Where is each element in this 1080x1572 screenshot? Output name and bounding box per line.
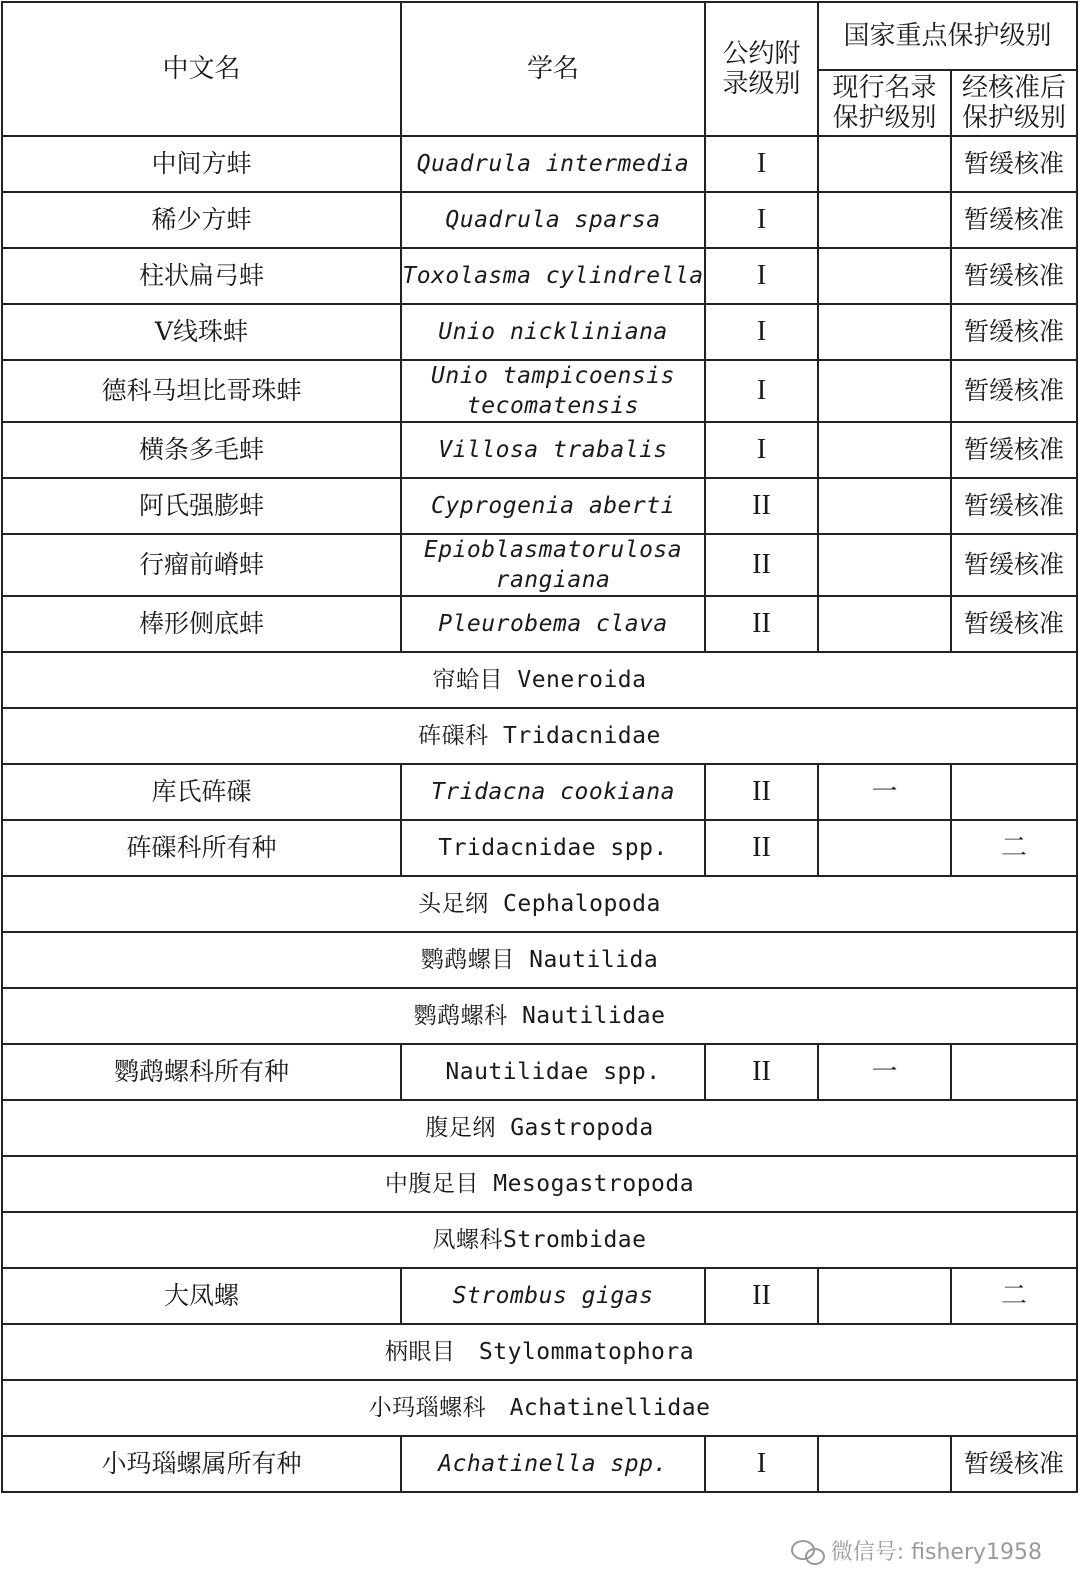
cites-appendix-cell: II (705, 1044, 818, 1100)
cites-appendix-cell: II (705, 478, 818, 534)
table-row (2, 596, 1077, 652)
chinese-name-cell: 阿氏强膨蚌 (2, 478, 401, 534)
table-row (2, 304, 1077, 360)
current-level-cell (818, 360, 951, 422)
current-level-cell (818, 1436, 951, 1492)
approved-level-cell (951, 764, 1077, 820)
scientific-name-cell: Quadrula intermedia (401, 136, 705, 192)
header-approved-level (951, 70, 1077, 136)
chinese-name-cell: 小玛瑙螺属所有种 (2, 1436, 401, 1492)
cites-appendix-cell: II (705, 764, 818, 820)
table-row (2, 1268, 1077, 1324)
taxon-group-row (2, 652, 1077, 708)
cites-appendix-cell: I (705, 422, 818, 478)
watermark (791, 1535, 1042, 1566)
approved-level-cell: 暂缓核准 (951, 136, 1077, 192)
header-cites-appendix (705, 2, 818, 136)
cites-appendix-cell: I (705, 304, 818, 360)
table-row (2, 422, 1077, 478)
taxon-group-label: 腹足纲 Gastropoda (2, 1100, 1077, 1156)
cites-appendix-cell: I (705, 136, 818, 192)
taxon-group-row (2, 1100, 1077, 1156)
current-level-cell (818, 478, 951, 534)
taxon-group-row (2, 1324, 1077, 1380)
approved-level-cell: 暂缓核准 (951, 422, 1077, 478)
table-row (2, 478, 1077, 534)
approved-level-cell: 暂缓核准 (951, 534, 1077, 596)
approved-level-cell: 二 (951, 820, 1077, 876)
table-row (2, 192, 1077, 248)
scientific-name-cell: Villosa trabalis (401, 422, 705, 478)
cites-appendix-cell: I (705, 360, 818, 422)
approved-level-cell: 暂缓核准 (951, 248, 1077, 304)
current-level-cell: 一 (818, 1044, 951, 1100)
species-protection-table (1, 1, 1078, 1493)
table-row (2, 136, 1077, 192)
scientific-name-cell: Achatinella spp. (401, 1436, 705, 1492)
chinese-name-cell: V线珠蚌 (2, 304, 401, 360)
table-row (2, 1436, 1077, 1492)
current-level-cell (818, 248, 951, 304)
taxon-group-label: 中腹足目 Mesogastropoda (2, 1156, 1077, 1212)
header-cites-appendix-text: 公约附录级别 (722, 39, 801, 99)
watermark-text: 微信号: fishery1958 (830, 1540, 1042, 1565)
scientific-name-cell: Quadrula sparsa (401, 192, 705, 248)
taxon-group-label: 凤螺科Strombidae (2, 1212, 1077, 1268)
chinese-name-cell: 砗磲科所有种 (2, 820, 401, 876)
cites-appendix-cell: II (705, 534, 818, 596)
taxon-group-label: 帘蛤目 Veneroida (2, 652, 1077, 708)
chinese-name-cell: 稀少方蚌 (2, 192, 401, 248)
taxon-group-row (2, 1380, 1077, 1436)
table-row (2, 534, 1077, 596)
taxon-group-label: 头足纲 Cephalopoda (2, 876, 1077, 932)
current-level-cell (818, 820, 951, 876)
approved-level-cell (951, 1044, 1077, 1100)
current-level-cell (818, 136, 951, 192)
approved-level-cell: 暂缓核准 (951, 192, 1077, 248)
scientific-name-cell: Tridacna cookiana (401, 764, 705, 820)
header-chinese-name: 中文名 (2, 2, 401, 136)
cites-appendix-cell: II (705, 820, 818, 876)
chinese-name-cell: 横条多毛蚌 (2, 422, 401, 478)
chinese-name-cell: 大凤螺 (2, 1268, 401, 1324)
approved-level-cell: 暂缓核准 (951, 478, 1077, 534)
approved-level-cell: 暂缓核准 (951, 304, 1077, 360)
table-row (2, 820, 1077, 876)
scientific-name-cell: Unio nickliniana (401, 304, 705, 360)
chinese-name-cell: 中间方蚌 (2, 136, 401, 192)
chinese-name-cell: 鹦鹉螺科所有种 (2, 1044, 401, 1100)
cites-appendix-cell: I (705, 1436, 818, 1492)
current-level-cell (818, 1268, 951, 1324)
header-current-level-text: 现行名录保护级别 (832, 73, 937, 133)
taxon-group-label: 鹦鹉螺目 Nautilida (2, 932, 1077, 988)
taxon-group-row (2, 932, 1077, 988)
header-approved-level-text: 经核准后保护级别 (962, 73, 1067, 133)
cites-appendix-cell: II (705, 1268, 818, 1324)
taxon-group-row (2, 708, 1077, 764)
wechat-icon (791, 1538, 825, 1564)
scientific-name-cell: Cyprogenia aberti (401, 478, 705, 534)
chinese-name-cell: 德科马坦比哥珠蚌 (2, 360, 401, 422)
scientific-name-cell: Unio tampicoensis tecomatensis (401, 360, 705, 422)
chinese-name-cell: 柱状扁弓蚌 (2, 248, 401, 304)
scientific-name-cell: Epioblasmatorulosa rangiana (401, 534, 705, 596)
scientific-name-cell: Strombus gigas (401, 1268, 705, 1324)
table-row (2, 1044, 1077, 1100)
approved-level-cell: 二 (951, 1268, 1077, 1324)
taxon-group-row (2, 1156, 1077, 1212)
approved-level-cell: 暂缓核准 (951, 1436, 1077, 1492)
scientific-name-cell: Tridacnidae spp. (401, 820, 705, 876)
cites-appendix-cell: I (705, 192, 818, 248)
table-row (2, 360, 1077, 422)
taxon-group-label: 砗磲科 Tridacnidae (2, 708, 1077, 764)
header-national-level: 国家重点保护级别 (818, 2, 1077, 70)
current-level-cell (818, 304, 951, 360)
scientific-name-cell: Nautilidae spp. (401, 1044, 705, 1100)
chinese-name-cell: 库氏砗磲 (2, 764, 401, 820)
header-current-level (818, 70, 951, 136)
scientific-name-cell: Pleurobema clava (401, 596, 705, 652)
scientific-name-cell: Toxolasma cylindrella (401, 248, 705, 304)
cites-appendix-cell: I (705, 248, 818, 304)
table-body (2, 136, 1077, 1492)
chinese-name-cell: 棒形侧底蚌 (2, 596, 401, 652)
taxon-group-label: 小玛瑙螺科 Achatinellidae (2, 1380, 1077, 1436)
header-scientific-name: 学名 (401, 2, 705, 136)
taxon-group-label: 鹦鹉螺科 Nautilidae (2, 988, 1077, 1044)
taxon-group-row (2, 1212, 1077, 1268)
current-level-cell (818, 192, 951, 248)
taxon-group-row (2, 876, 1077, 932)
current-level-cell: 一 (818, 764, 951, 820)
approved-level-cell: 暂缓核准 (951, 360, 1077, 422)
current-level-cell (818, 596, 951, 652)
current-level-cell (818, 422, 951, 478)
chinese-name-cell: 行瘤前嵴蚌 (2, 534, 401, 596)
approved-level-cell: 暂缓核准 (951, 596, 1077, 652)
current-level-cell (818, 534, 951, 596)
table-row (2, 248, 1077, 304)
taxon-group-row (2, 988, 1077, 1044)
taxon-group-label: 柄眼目 Stylommatophora (2, 1324, 1077, 1380)
cites-appendix-cell: II (705, 596, 818, 652)
table-row (2, 764, 1077, 820)
